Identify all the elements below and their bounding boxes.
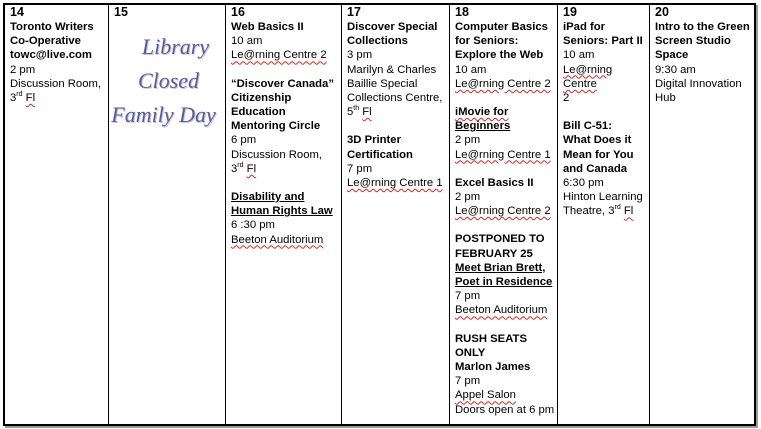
- event: [455, 232, 557, 317]
- event-floor: 5th Fl: [347, 105, 372, 119]
- event-time: 9:30 am: [655, 63, 696, 76]
- event: [347, 20, 449, 119]
- day-column-15: [109, 5, 226, 424]
- event: [563, 119, 649, 218]
- event-title: “Discover Canada”: [231, 77, 334, 90]
- event-note: Doors open at 6 pm: [455, 403, 555, 416]
- event-title: Marlon James: [455, 361, 531, 374]
- event: [455, 176, 557, 219]
- event-location: Marilyn & Charles: [347, 63, 437, 76]
- day-number: 16: [231, 5, 245, 19]
- event-location: Le@rning Centre 1: [347, 177, 443, 190]
- event-title: towc@live.com: [10, 49, 92, 62]
- event-location: Le@rning Centre 2: [231, 49, 327, 62]
- event-title: for Seniors:: [455, 35, 519, 48]
- event-title: Discover Special: [347, 21, 438, 33]
- event-time: 2 pm: [455, 191, 481, 204]
- event-title: iMovie for: [455, 106, 509, 119]
- event-time: 3 pm: [347, 49, 373, 62]
- event-title: Space: [655, 49, 689, 62]
- event-time: 6:30 pm: [563, 177, 604, 190]
- event-location: Baillie Special: [347, 77, 418, 90]
- event-title: Education: [231, 106, 286, 119]
- event-title: Collections: [347, 35, 408, 48]
- event-location: Le@rning Centre 2: [455, 77, 551, 90]
- event-location: Discussion Room,: [231, 148, 323, 161]
- event-location: Appel Salon: [455, 389, 516, 402]
- event-time: 7 pm: [455, 290, 481, 303]
- event: [563, 20, 649, 105]
- event-location: 2: [563, 92, 570, 105]
- event-title: FEBRUARY 25: [455, 247, 533, 260]
- day-number: 17: [347, 5, 361, 19]
- day-column-14: [5, 5, 109, 424]
- event: [455, 105, 557, 162]
- event: [231, 20, 341, 63]
- day-number: 19: [563, 5, 577, 19]
- event-title: Human Rights Law: [231, 205, 333, 218]
- event-title: Toronto Writers: [10, 21, 94, 33]
- event-title: Computer Basics: [455, 21, 548, 33]
- event-title: Seniors: Part II: [563, 35, 643, 48]
- event-location: Digital Innovation: [655, 77, 742, 90]
- event-title: Co-Operative: [10, 35, 81, 48]
- event-time: 7 pm: [455, 375, 481, 388]
- day-number: 15: [114, 5, 128, 19]
- event-time: 6 pm: [231, 134, 257, 147]
- event-title: POSTPONED TO: [455, 233, 545, 246]
- event-title: iPad for: [563, 21, 606, 33]
- event-title: Poet in Residence: [455, 276, 553, 289]
- event-location: Beeton Auditorium: [455, 304, 548, 317]
- calendar-week-grid: [3, 3, 756, 426]
- day-column-19: [558, 5, 650, 424]
- event-title: Disability and: [231, 191, 305, 204]
- event-location: Beeton Auditorium: [231, 233, 324, 246]
- event-title: Screen Studio: [655, 35, 731, 48]
- day-column-16: [226, 5, 342, 424]
- event-floor: 3rd Fl: [10, 91, 36, 105]
- event-title: Bill C-51:: [563, 120, 612, 133]
- event-time: 10 am: [563, 49, 595, 62]
- event-time: 10 am: [231, 35, 263, 48]
- event-title: Beginners: [455, 120, 511, 133]
- event-title: 3D Printer: [347, 134, 401, 147]
- event-location: Le@rning Centre 2: [455, 205, 551, 218]
- day-number: 18: [455, 5, 469, 19]
- event: [231, 77, 341, 176]
- event-title: Certification: [347, 148, 413, 161]
- event-title: and Canada: [563, 162, 628, 175]
- event-time: 2 pm: [455, 134, 481, 147]
- event-time: 7 pm: [347, 162, 373, 175]
- event: [231, 190, 341, 247]
- event: [10, 20, 108, 105]
- event: [455, 332, 557, 417]
- event-location: Hub: [655, 92, 676, 105]
- event-title: Citizenship: [231, 91, 292, 104]
- event-title: Meet Brian Brett,: [455, 261, 546, 274]
- event: [455, 20, 557, 91]
- day-column-17: [342, 5, 450, 424]
- event-title: RUSH SEATS: [455, 332, 527, 345]
- event-title: Intro to the Green: [655, 21, 750, 33]
- day-number: 20: [655, 5, 669, 19]
- event-floor: Theatre, 3rd Fl: [563, 204, 634, 218]
- event-floor: 3rd Fl: [231, 162, 257, 175]
- day-column-18: [450, 5, 558, 424]
- event-title: Web Basics II: [231, 21, 304, 33]
- event-title: Explore the Web: [455, 49, 544, 62]
- library-closed-notice: Library Closed Family Day: [111, 34, 216, 127]
- event-title: What Does it: [563, 134, 632, 147]
- event-title: Excel Basics II: [455, 176, 534, 189]
- day-column-20: [650, 5, 754, 424]
- event-title: Mentoring Circle: [231, 120, 321, 133]
- event-location: Le@rning Centre 1: [455, 148, 551, 161]
- event-title: Mean for You: [563, 148, 634, 161]
- event-location: Hinton Learning: [563, 191, 643, 204]
- event-time: 2 pm: [10, 63, 36, 76]
- event-title: ONLY: [455, 346, 486, 359]
- event-location: Collections Centre,: [347, 92, 443, 105]
- event-time: 6 :30 pm: [231, 219, 275, 232]
- event: [655, 20, 754, 105]
- day-number: 14: [10, 5, 24, 19]
- event: [347, 133, 449, 190]
- event-location: Discussion Room,: [10, 77, 102, 90]
- event-time: 10 am: [455, 63, 487, 76]
- event-location: Le@rning Centre: [563, 63, 613, 90]
